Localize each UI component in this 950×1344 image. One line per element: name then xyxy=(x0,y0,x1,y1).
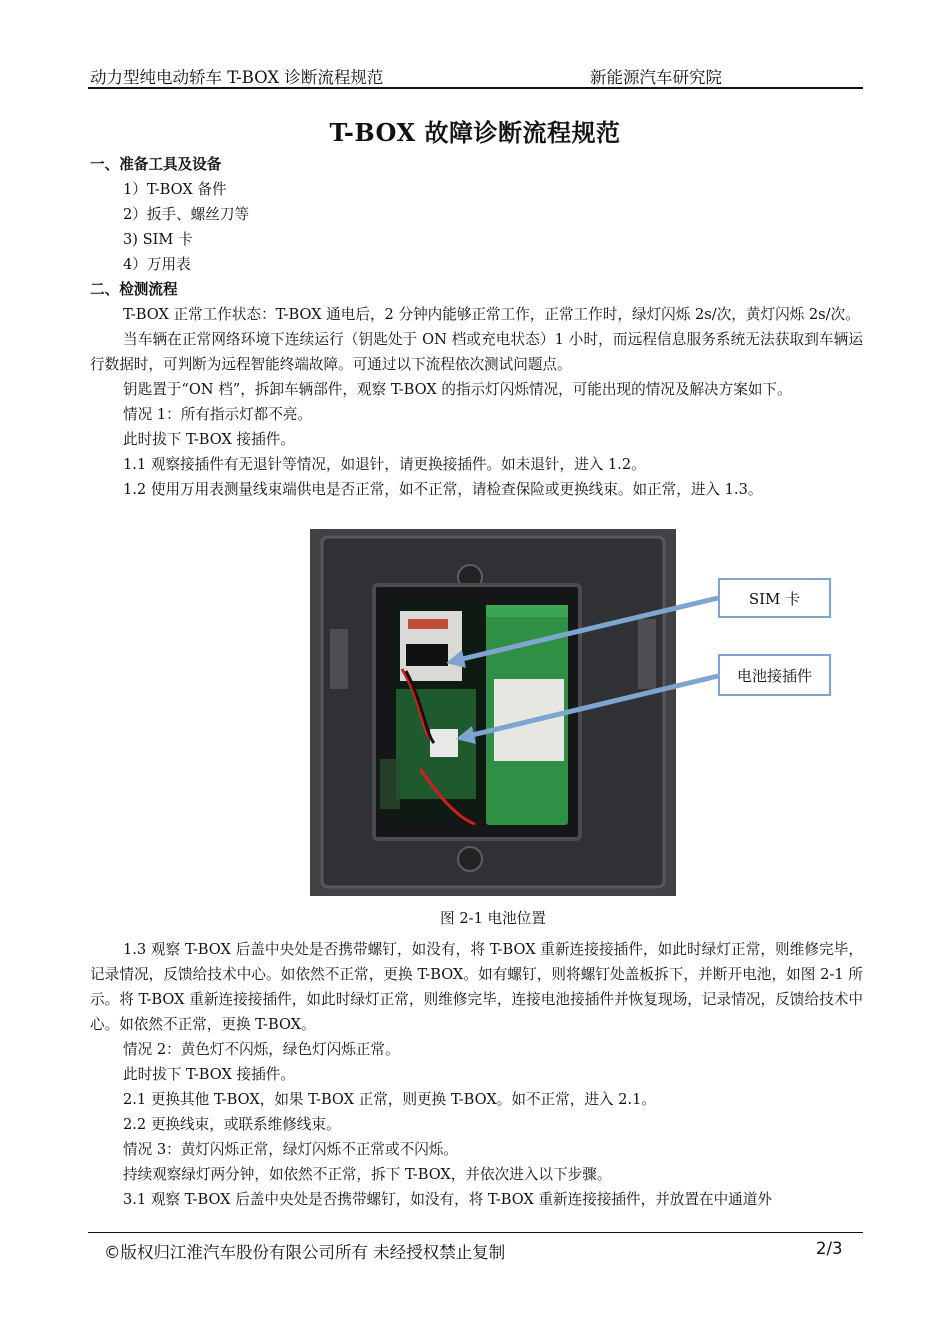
paragraph-step-1-3: 1.3 观察 T-BOX 后盖中央处是否携带螺钉，如没有，将 T-BOX 重新连接接插件，如此时绿灯正常，则维修完毕，记录情况，反馈给技术中心。如依然不正常，更换 T-BOX。如有螺钉，则将螺钉处盖板拆下，并断开电池，如图 2-1 所示。将 T-BOX 重新连接接插件，如此时绿灯正常，则维修完毕，连接电池接插件并恢复现场，记录情况，反馈给技术中心。如依然不正常，更换 T-BOX。 xyxy=(90,941,863,1033)
tbox-photo-illustration xyxy=(310,529,676,896)
section-heading-tools: 一、准备工具及设备 xyxy=(90,156,222,173)
callout-battery-connector: 电池接插件 xyxy=(718,654,831,696)
header-divider xyxy=(88,87,863,89)
tool-item: 3) SIM 卡 xyxy=(123,231,193,248)
header-doc-title: 动力型纯电动轿车 T-BOX 诊断流程规范 xyxy=(90,68,384,87)
section-heading-process: 二、检测流程 xyxy=(90,281,178,298)
header-organization: 新能源汽车研究院 xyxy=(590,68,722,87)
body-top xyxy=(90,152,863,502)
tool-item: 4）万用表 xyxy=(123,256,191,273)
body-bottom xyxy=(90,937,863,1212)
figure-caption: 图 2-1 电池位置 xyxy=(440,910,546,927)
page-number: 2/3 xyxy=(816,1239,843,1258)
tool-item: 1）T-BOX 备件 xyxy=(123,181,227,198)
page-header xyxy=(90,60,863,88)
paragraph-step-3-1: 3.1 观察 T-BOX 后盖中央处是否携带螺钉，如没有，将 T-BOX 重新连接接插件，并放置在中通道外 xyxy=(123,1191,772,1208)
paragraph-fault-criteria: 当车辆在正常网络环境下连续运行（钥匙处于 ON 档或充电状态）1 小时，而远程信息服务系统无法获取到车辆运行数据时，可判断为远程智能终端故障。可通过以下流程依次测试问题点。 xyxy=(90,331,863,373)
page-title: T-BOX 故障诊断流程规范 xyxy=(329,118,621,147)
paragraph-key-on: 钥匙置于“ON 档”，拆卸车辆部件，观察 T-BOX 的指示灯闪烁情况，可能出现的情况及解决方案如下。 xyxy=(123,381,792,398)
paragraph-observe-green: 持续观察绿灯两分钟，如依然不正常，拆下 T-BOX，并依次进入以下步骤。 xyxy=(123,1166,612,1183)
footer-copyright: ©版权归江淮汽车股份有限公司所有 未经授权禁止复制 xyxy=(104,1243,506,1262)
footer-divider xyxy=(88,1232,863,1233)
callout-sim-card: SIM 卡 xyxy=(718,578,831,618)
tool-item: 2）扳手、螺丝刀等 xyxy=(123,206,250,223)
paragraph-normal-state: T-BOX 正常工作状态：T-BOX 通电后，2 分钟内能够正常工作，正常工作时，绿灯闪烁 2s/次，黄灯闪烁 2s/次。 xyxy=(123,306,860,323)
paragraph-step-2-1: 2.1 更换其他 T-BOX，如果 T-BOX 正常，则更换 T-BOX。如不正常，进入 2.1。 xyxy=(123,1091,656,1108)
paragraph-case-1: 情况 1：所有指示灯都不亮。 xyxy=(123,406,313,423)
paragraph-step-2-2: 2.2 更换线束，或联系维修线束。 xyxy=(123,1116,341,1133)
tbox-battery-photo xyxy=(310,529,676,896)
paragraph-unplug-2: 此时拔下 T-BOX 接插件。 xyxy=(123,1066,295,1083)
paragraph-step-1-2: 1.2 使用万用表测量线束端供电是否正常，如不正常，请检查保险或更换线束。如正常，进入 1.3。 xyxy=(123,481,763,498)
paragraph-case-3: 情况 3：黄灯闪烁正常，绿灯闪烁不正常或不闪烁。 xyxy=(123,1141,458,1158)
paragraph-case-2: 情况 2：黄色灯不闪烁，绿色灯闪烁正常。 xyxy=(123,1041,400,1058)
paragraph-step-1-1: 1.1 观察接插件有无退针等情况，如退针，请更换接插件。如未退针，进入 1.2。 xyxy=(123,456,646,473)
paragraph-unplug: 此时拔下 T-BOX 接插件。 xyxy=(123,431,295,448)
